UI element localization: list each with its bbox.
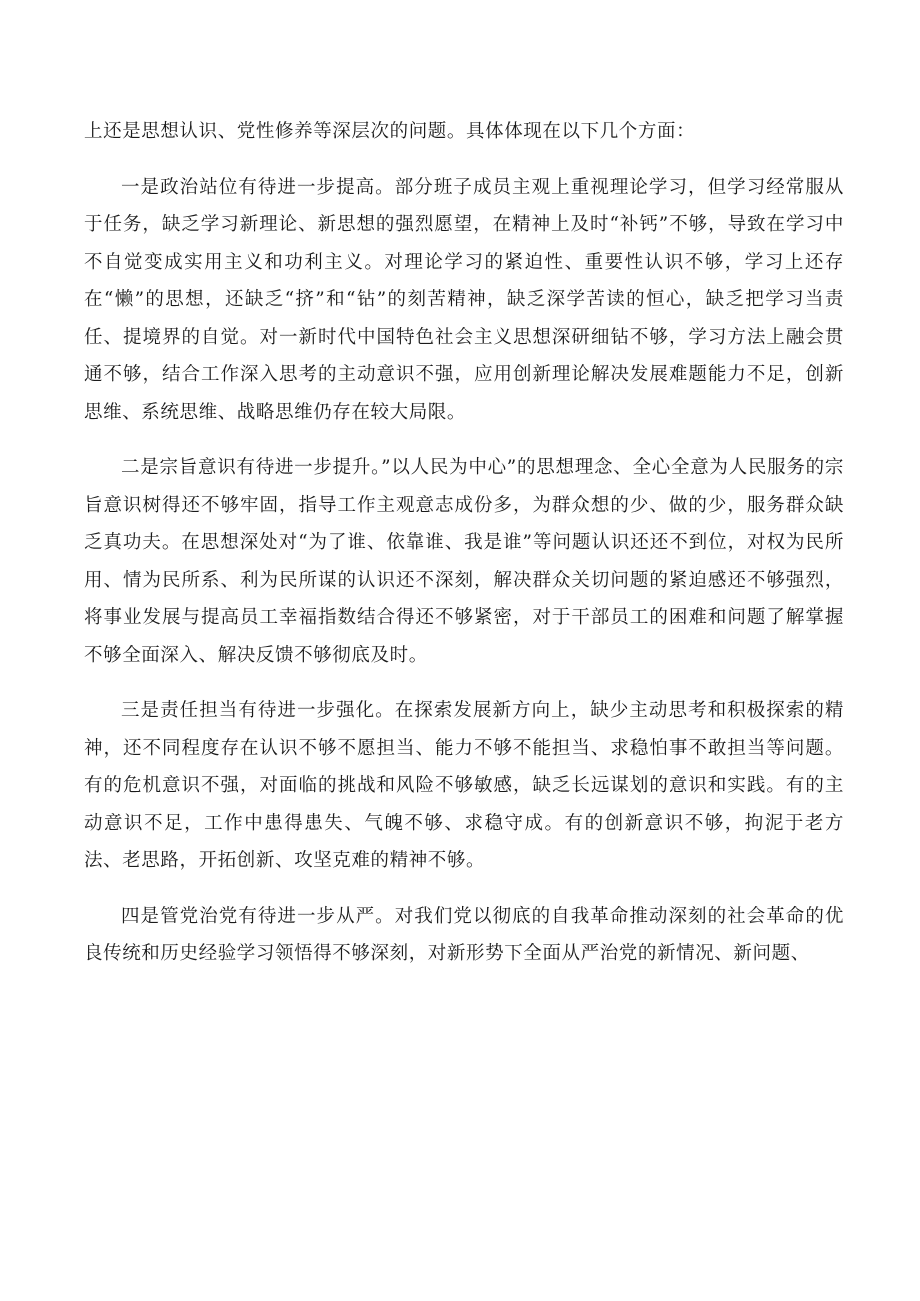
paragraph-intro-continuation: 上还是思想认识、党性修养等深层次的问题。具体体现在以下几个方面：	[84, 121, 696, 142]
paragraph-spacer	[84, 674, 844, 692]
paragraph-responsibility: 三是责任担当有待进一步强化。在探索发展新方向上，缺少主动思考和积极探索的精神，还不同程度存在认识不够不愿担当、能力不够不能担当、求稳怕事不敢担当等问题。有的危机意识不强，对面临的挑战和风险不够敏感，缺乏长远谋划的意识和实践。有的主动意识不足，工作中患得患失、气魄不够、求稳守成。有的创新意识不够，拘泥于老方法、老思路，开拓创新、攻坚克难的精神不够。	[84, 700, 844, 871]
paragraph-party-governance: 四是管党治党有待进一步从严。对我们党以彻底的自我革命推动深刻的社会革命的优良传统和历史经验学习领悟得不够深刻，对新形势下全面从严治党的新情况、新问题、	[84, 905, 844, 964]
paragraph-political-stance: 一是政治站位有待进一步提高。部分班子成员主观上重视理论学习，但学习经常服从于任务，缺乏学习新理论、新思想的强烈愿望，在精神上及时“补钙”不够，导致在学习中不自觉变成实用主义和功利主义。对理论学习的紧迫性、重要性认识不够，学习上还存在“懒”的思想，还缺乏“挤”和“钻”的刻苦精神，缺乏深学苦读的恒心，缺乏把学习当责任、提境界的自觉。对一新时代中国特色社会主义思想深研细钻不够，学习方法上融会贯通不够，结合工作深入思考的主动意识不强，应用创新理论解决发展难题能力不足，创新思维、系统思维、战略思维仍存在较大局限。	[84, 176, 844, 423]
paragraph-spacer	[84, 151, 844, 169]
paragraph-spacer	[84, 431, 844, 449]
document-body	[84, 113, 844, 973]
paragraph-purpose-awareness: 二是宗旨意识有待进一步提升。”以人民为中心”的思想理念、全心全意为人民服务的宗旨意识树得还不够牢固，指导工作主观意志成份多，为群众想的少、做的少，服务群众缺乏真功夫。在思想深处对“为了谁、依靠谁、我是谁”等问题认识还还不到位，对权为民所用、情为民所系、利为民所谋的认识还不深刻，解决群众关切问题的紧迫感还不够强烈，将事业发展与提高员工幸福指数结合得还不够紧密，对于干部员工的困难和问题了解掌握不够全面深入、解决反馈不够彻底及时。	[84, 457, 844, 666]
paragraph-spacer	[84, 880, 844, 898]
